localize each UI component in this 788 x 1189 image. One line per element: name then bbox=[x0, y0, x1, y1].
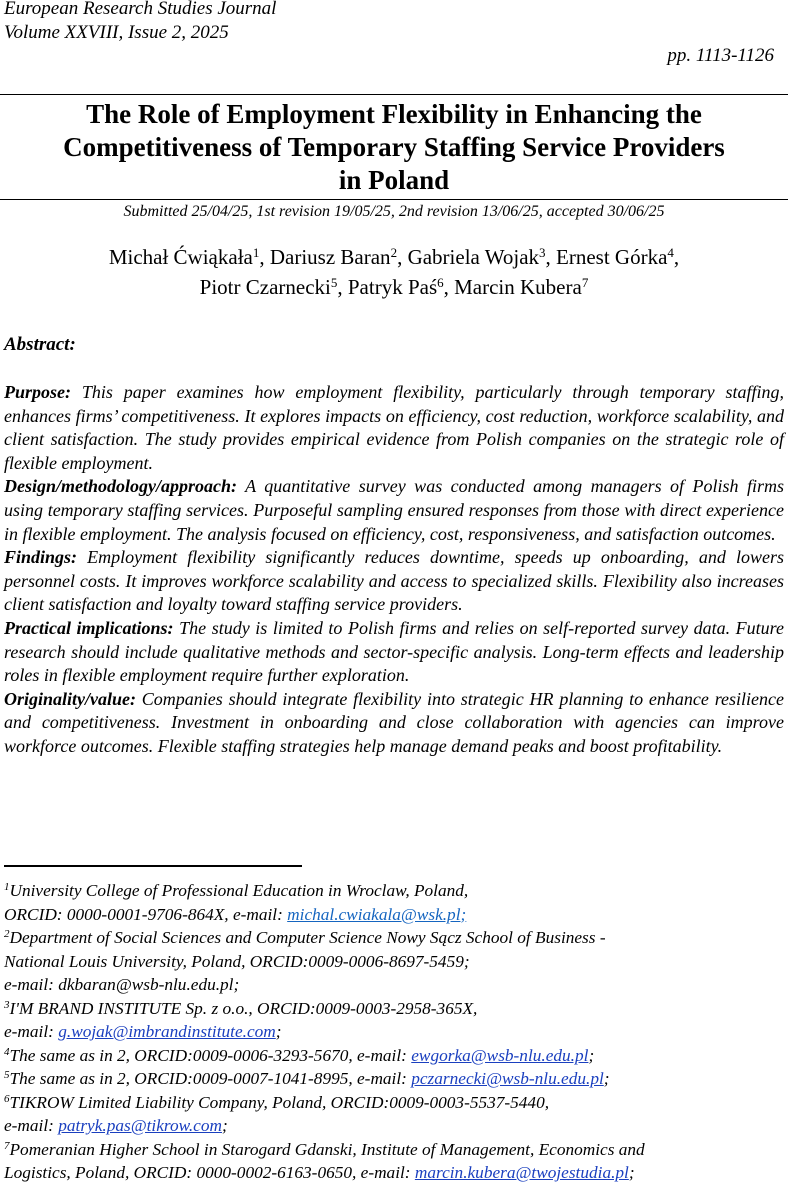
footnote-4 bbox=[4, 1044, 788, 1068]
footnote-text: e-mail: bbox=[4, 1116, 59, 1135]
footnote-text: ; bbox=[628, 1163, 635, 1182]
abstract-originality bbox=[4, 688, 784, 759]
email-link[interactable]: ewgorka@wsb-nlu.edu.pl bbox=[411, 1045, 589, 1065]
section-label: Design/methodology/approach: bbox=[4, 476, 237, 497]
footnote-2-cont: e-mail: dkbaran@wsb-nlu.edu.pl; bbox=[4, 975, 240, 994]
abstract-heading: Abstract: bbox=[4, 334, 76, 355]
title-rule bbox=[0, 199, 788, 200]
footnote-text: I'M BRAND INSTITUTE Sp. z o.o., ORCID:0009-0003-2958-365X, bbox=[9, 998, 478, 1018]
author-separator: , bbox=[259, 245, 270, 269]
footnote-text: Department of Social Sciences and Computer Science Nowy Sącz School of Business - bbox=[9, 928, 606, 947]
section-text: A quantitative survey was conducted among managers of Polish firms using temporary staffing services. Purposeful sampling ensured responses from those with direct experience in flexible employment. The analysis focused on efficiency, cost, responsiveness, and satisfaction outcomes. bbox=[4, 476, 784, 544]
author-separator: , bbox=[545, 245, 557, 269]
footnote-text: e-mail: bbox=[4, 1022, 59, 1041]
footnote-marker: 6 bbox=[4, 1092, 10, 1105]
footnote-text: ORCID: 0000-0001-9706-864X, e-mail: bbox=[4, 904, 288, 924]
author-separator: , bbox=[397, 245, 408, 269]
email-link[interactable]: g.wojak@imbrandinstitute.com bbox=[58, 1022, 276, 1041]
footnote-6 bbox=[4, 1091, 788, 1115]
journal-name: European Research Studies Journal bbox=[4, 0, 277, 19]
section-text: The study is limited to Polish firms and relies on self-reported survey data. Future research should include qualitative methods and sector-specific analysis. Long-term effects and leadership roles in flexible employment require further exploration. bbox=[4, 617, 784, 686]
title-line: in Poland bbox=[338, 165, 450, 195]
footnote-text: ; bbox=[221, 1116, 228, 1135]
author-name: Dariusz Baran bbox=[269, 245, 391, 269]
page-range: pp. 1113-1126 bbox=[667, 45, 774, 66]
author-affiliation-sup: 5 bbox=[330, 275, 338, 290]
footnote-marker: 5 bbox=[4, 1069, 10, 1081]
footnote-3 bbox=[4, 997, 788, 1021]
footnote-marker: 3 bbox=[4, 998, 10, 1011]
author-name: Marcin Kubera bbox=[454, 275, 582, 299]
footnote-marker: 1 bbox=[4, 881, 10, 893]
footnote-5 bbox=[4, 1067, 788, 1091]
section-label: Originality/value: bbox=[4, 688, 136, 709]
author-affiliation-sup: 3 bbox=[539, 245, 546, 260]
author-affiliation-sup: 7 bbox=[581, 275, 589, 290]
author-line bbox=[0, 272, 788, 302]
submission-dates: Submitted 25/04/25, 1st revision 19/05/25, 2nd revision 13/06/25, accepted 30/06/25 bbox=[123, 203, 665, 220]
author-affiliation-sup: 2 bbox=[390, 245, 398, 260]
footnote-text: ; bbox=[275, 1022, 282, 1041]
footnote-1-cont bbox=[4, 903, 788, 927]
footnote-text: Pomeranian Higher School in Starogard Gdanski, Institute of Management, Economics and bbox=[9, 1139, 645, 1159]
header-rule bbox=[0, 94, 788, 95]
title-line: Competitiveness of Temporary Staffing Service Providers bbox=[63, 132, 725, 162]
author-affiliation-sup: 6 bbox=[437, 275, 444, 290]
abstract-practical bbox=[4, 617, 784, 688]
section-label: Practical implications: bbox=[4, 617, 174, 638]
footnote-marker: 7 bbox=[4, 1139, 10, 1152]
footnote-text: Logistics, Poland, ORCID: 0000-0002-6163-0650, e-mail: bbox=[4, 1163, 415, 1182]
footnote-2 bbox=[4, 926, 788, 950]
author-list bbox=[0, 242, 788, 302]
title-line: The Role of Employment Flexibility in Enhancing the bbox=[86, 99, 702, 129]
footnote-marker: 4 bbox=[4, 1045, 10, 1058]
email-link[interactable]: michal.cwiakala@wsk.pl; bbox=[287, 904, 467, 924]
author-name: Piotr Czarnecki bbox=[199, 275, 331, 299]
footnote-text: TIKROW Limited Liability Company, Poland, ORCID:0009-0003-5537-5440, bbox=[9, 1092, 550, 1112]
abstract-body bbox=[4, 381, 784, 759]
author-affiliation-sup: 1 bbox=[252, 245, 260, 260]
author-line bbox=[0, 242, 788, 272]
email-link[interactable]: pczarnecki@wsb-nlu.edu.pl bbox=[411, 1069, 604, 1088]
footnote-text: University College of Professional Education in Wroclaw, Poland, bbox=[9, 881, 469, 900]
footnote-text: The same as in 2, ORCID:0009-0007-1041-8995, e-mail: bbox=[9, 1069, 412, 1088]
author-separator: , bbox=[443, 275, 455, 299]
footnote-7 bbox=[4, 1138, 788, 1162]
author-name: Michał Ćwiąkała bbox=[108, 245, 253, 269]
author-name: Gabriela Wojak bbox=[407, 245, 540, 269]
section-text: Companies should integrate flexibility into strategic HR planning to enhance resilience and competitiveness. Investment in onboarding and close collaboration with agencies can improve workforce outcomes. Flexible staffing strategies help manage demand peaks and boost profitability. bbox=[4, 688, 784, 756]
footnote-1 bbox=[4, 879, 788, 903]
volume-issue: Volume XXVIII, Issue 2, 2025 bbox=[4, 22, 229, 43]
footnote-6-cont bbox=[4, 1114, 788, 1138]
abstract-purpose bbox=[4, 381, 784, 475]
footnote-2-cont: National Louis University, Poland, ORCID:0009-0006-8697-5459; bbox=[4, 951, 470, 971]
footnote-3-cont bbox=[4, 1020, 788, 1044]
section-label: Findings: bbox=[4, 547, 78, 568]
author-name: Patryk Paś bbox=[347, 275, 438, 299]
author-affiliation-sup: 4 bbox=[667, 245, 674, 260]
author-name: Ernest Górka bbox=[556, 245, 668, 269]
section-text: Employment flexibility significantly reduces downtime, speeds up onboarding, and lowers personnel costs. It improves workforce scalability and access to specialized skills. Flexibility also increases client satisfaction and loyalty toward staffing service providers. bbox=[4, 547, 784, 615]
author-separator: , bbox=[673, 245, 680, 269]
email-link[interactable]: marcin.kubera@twojestudia.pl bbox=[414, 1163, 629, 1182]
footnote-rule bbox=[4, 865, 302, 867]
author-separator: , bbox=[337, 275, 348, 299]
footnotes bbox=[4, 879, 788, 1185]
email-link[interactable]: patryk.pas@tikrow.com bbox=[58, 1116, 222, 1135]
footnote-text: ; bbox=[588, 1045, 595, 1065]
footnote-text: ; bbox=[603, 1069, 610, 1088]
footnote-marker: 2 bbox=[4, 928, 10, 940]
section-text: This paper examines how employment flexibility, particularly through temporary staffing, enhances firms’ competitiveness. It explores impacts on efficiency, cost reduction, workforce scalability, and client satisfaction. The study provides empirical evidence from Polish companies on the strategic role of flexible employment. bbox=[4, 382, 784, 473]
footnote-text: The same as in 2, ORCID:0009-0006-3293-5670, e-mail: bbox=[9, 1045, 412, 1065]
footnote-7-cont bbox=[4, 1161, 788, 1185]
abstract-design bbox=[4, 475, 784, 546]
paper-title bbox=[0, 98, 788, 197]
journal-header bbox=[4, 0, 276, 45]
abstract-findings bbox=[4, 546, 784, 617]
section-label: Purpose: bbox=[4, 382, 71, 402]
